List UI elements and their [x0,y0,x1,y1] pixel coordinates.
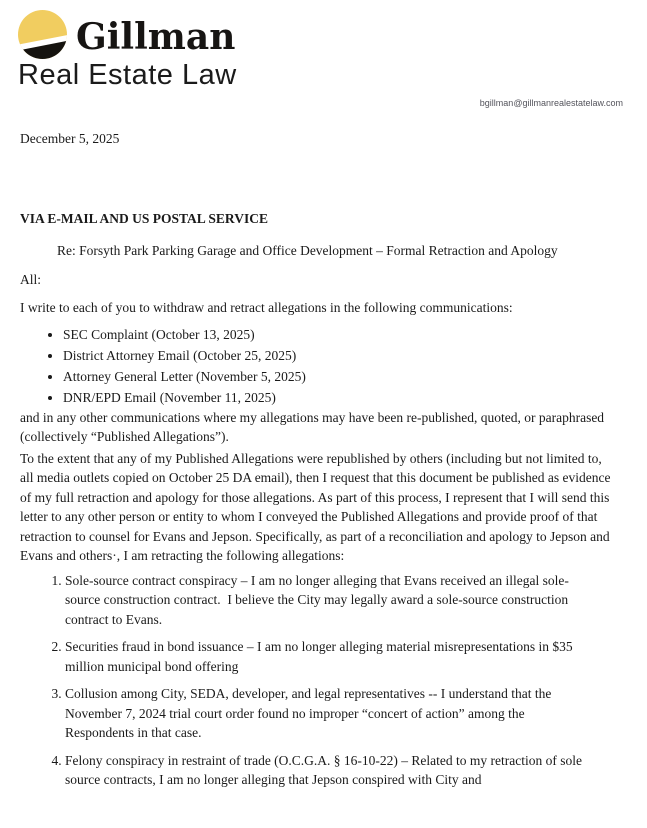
letter-body [20,129,612,790]
communication-item: • District Attorney Email (October 25, 2025) [63,345,612,366]
allegation-item: 4. Felony conspiracy in restraint of trade (O.C.G.A. § 16-10-22) – Related to my retraction of sole source contracts, I am no longer alleging that Jepson conspired with City and [65,751,587,790]
allegation-item: 3. Collusion among City, SEDA, developer, and legal representatives -- I understand that the November 7, 2024 trial court order found no improper “concert of action” among the Respondents in that case. [65,684,587,743]
communications-list [20,324,612,408]
salutation: All: [20,271,42,287]
republication-paragraph: To the extent that any of my Published Allegations were republished by others (including but not limited to, all media outlets copied on October 25 DA email), then I request that this document be published as evidence of my full retraction and apology for those allegations. As part of this process, I represent that I will send this letter to any other person or entity to whom I conveyed the Published Allegations and provide proof of that retraction to counsel for Evans and Jepson. Specifically, as part of a reconciliation and apology to Jepson and Evans and others·, I am retracting the following allegations: [20,450,614,563]
date-line: December 5, 2025 [20,131,120,146]
after-list-paragraph: and in any other communications where my allegations may have been re-published, quoted, or paraphrased (collectively “Published Allegations”). [20,409,608,444]
firm-tagline: Real Estate Law [18,59,237,91]
communication-item: • SEC Complaint (October 13, 2025) [63,324,612,345]
intro-paragraph: I write to each of you to withdraw and retract allegations in the following communications: [20,300,513,315]
delivery-method-line: VIA E-MAIL AND US POSTAL SERVICE [20,210,268,226]
gillman-logo-icon [18,10,67,59]
allegation-item: 2. Securities fraud in bond issuance – I am no longer alleging material misrepresentations in $35 million municipal bond offering [65,637,587,676]
firm-logo [18,10,623,59]
communication-item: • DNR/EPD Email (November 11, 2025) [63,387,612,408]
subject-line: Re: Forsyth Park Parking Garage and Office Development – Formal Retraction and Apology [57,243,558,258]
communication-item: • Attorney General Letter (November 5, 2025) [63,366,612,387]
firm-email: bgillman@gillmanrealestatelaw.com [479,98,623,108]
allegation-item: 1. Sole-source contract conspiracy – I am no longer alleging that Evans received an illegal sole-source construction contract. I believe the City may legally award a sole-source construction contract to Evans. [65,571,587,630]
letterhead [18,10,623,109]
retracted-allegations-list [20,571,612,790]
firm-name: Gillman [76,15,236,58]
